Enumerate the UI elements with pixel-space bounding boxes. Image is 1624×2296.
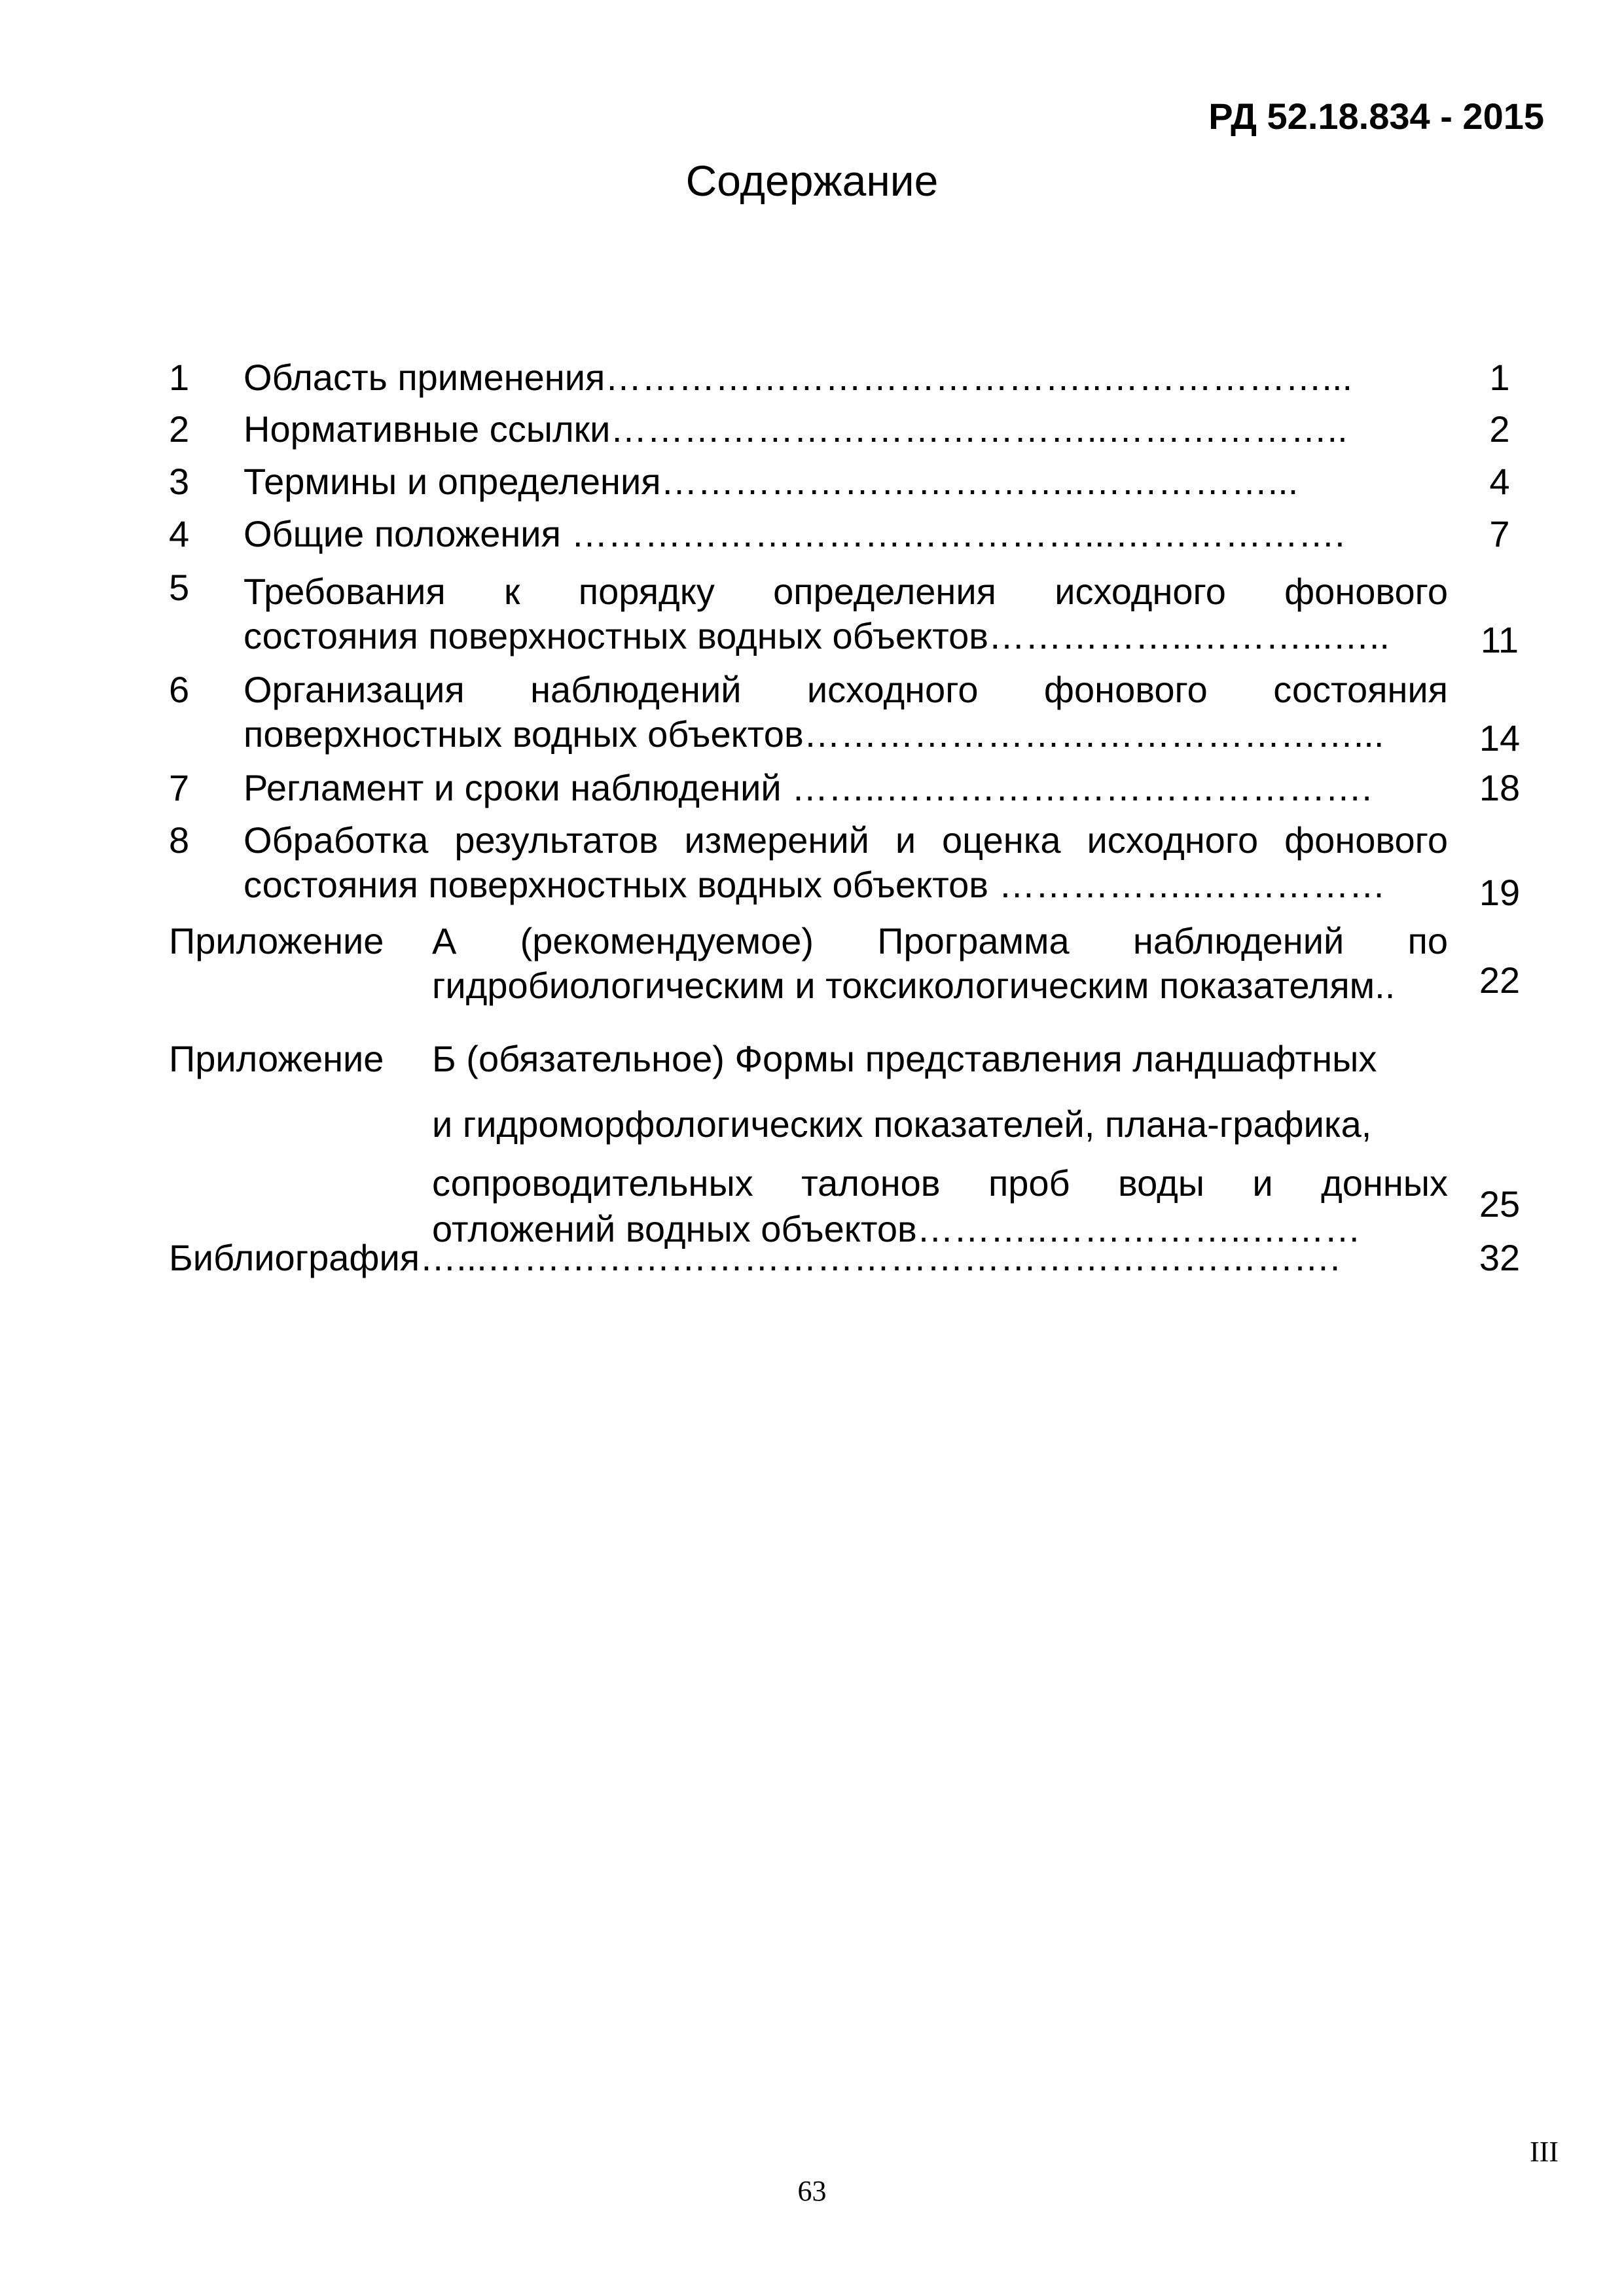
appendix-title-cont: гидробиологическим и токсикологическим показателям.. (432, 965, 1396, 1006)
toc-entry-number: 5 (169, 567, 190, 608)
appendix-title-cont: и гидроморфологических показателей, плана-графика, (432, 1103, 1372, 1145)
toc-entry-number: 6 (169, 669, 190, 710)
toc-entry-page: 2 (1489, 408, 1510, 450)
toc-entry-number: 2 (169, 408, 190, 450)
appendix-title-cont: сопроводительных талонов проб воды и донных (432, 1162, 1448, 1204)
toc-entry-page: 11 (1480, 619, 1519, 660)
toc-entry-title-cont: поверхностных водных объектов………………………………………... (244, 713, 1384, 755)
appendix-title-cont: отложений водных объектов………..……………..……… (432, 1208, 1362, 1249)
toc-entry-page: 19 (1479, 872, 1521, 913)
toc-entry-number: 1 (169, 357, 190, 398)
appendix-title: Б (обязательное) Формы представления ландшафтных (432, 1038, 1377, 1079)
toc-entry-number: 3 (169, 461, 190, 502)
toc-entry-page: 18 (1479, 767, 1521, 808)
toc-entry-number: 4 (169, 513, 190, 554)
roman-page-number: III (1530, 2136, 1559, 2168)
toc-entry-page: 14 (1479, 717, 1521, 759)
toc-entry-page: 1 (1489, 357, 1510, 398)
appendix-title: А (рекомендуемое) Программа наблюдений по (432, 920, 1448, 961)
appendix-label: Приложение (169, 920, 384, 961)
bibliography-leader: …...……………………………………………………………. (420, 1237, 1341, 1278)
toc-entry-title: Требования к порядку определения исходного фонового (244, 571, 1448, 612)
toc-entry-page: 4 (1489, 461, 1510, 502)
toc-entry-title: Область применения…………………………………..………………... (244, 357, 1353, 398)
toc-entry-title: Термины и определения……………………………..……………... (244, 461, 1299, 502)
toc-entry-page: 7 (1489, 513, 1510, 554)
toc-entry-title: Общие положения ……………………………………...………………. (244, 513, 1345, 554)
toc-entry-title: Обработка результатов измерений и оценка исходного фонового (244, 819, 1448, 861)
appendix-page: 22 (1479, 960, 1521, 1001)
appendix-label: Приложение (169, 1038, 384, 1079)
page-title: Содержание (685, 156, 939, 205)
appendix-page: 25 (1479, 1183, 1521, 1225)
page-number: 63 (797, 2175, 827, 2207)
toc-entry-title: Нормативные ссылки…………………………………..……………….. (244, 408, 1348, 450)
toc-entry-title: Регламент и сроки наблюдений ……..…………………………………. (244, 767, 1372, 808)
toc-entry-title-cont: состояния поверхностных водных объектов ……………..…………… (244, 864, 1386, 905)
doc-code: РД 52.18.834 - 2015 (1208, 96, 1544, 137)
toc-entry-number: 7 (169, 767, 190, 808)
toc-entry-number: 8 (169, 819, 190, 861)
toc-entry-title-cont: состояния поверхностных водных объектов……………..………...….. (244, 615, 1390, 656)
toc-entry-title: Организация наблюдений исходного фонового состояния (244, 669, 1448, 710)
bibliography-label: Библиография (169, 1237, 420, 1278)
bibliography-page: 32 (1479, 1237, 1521, 1278)
